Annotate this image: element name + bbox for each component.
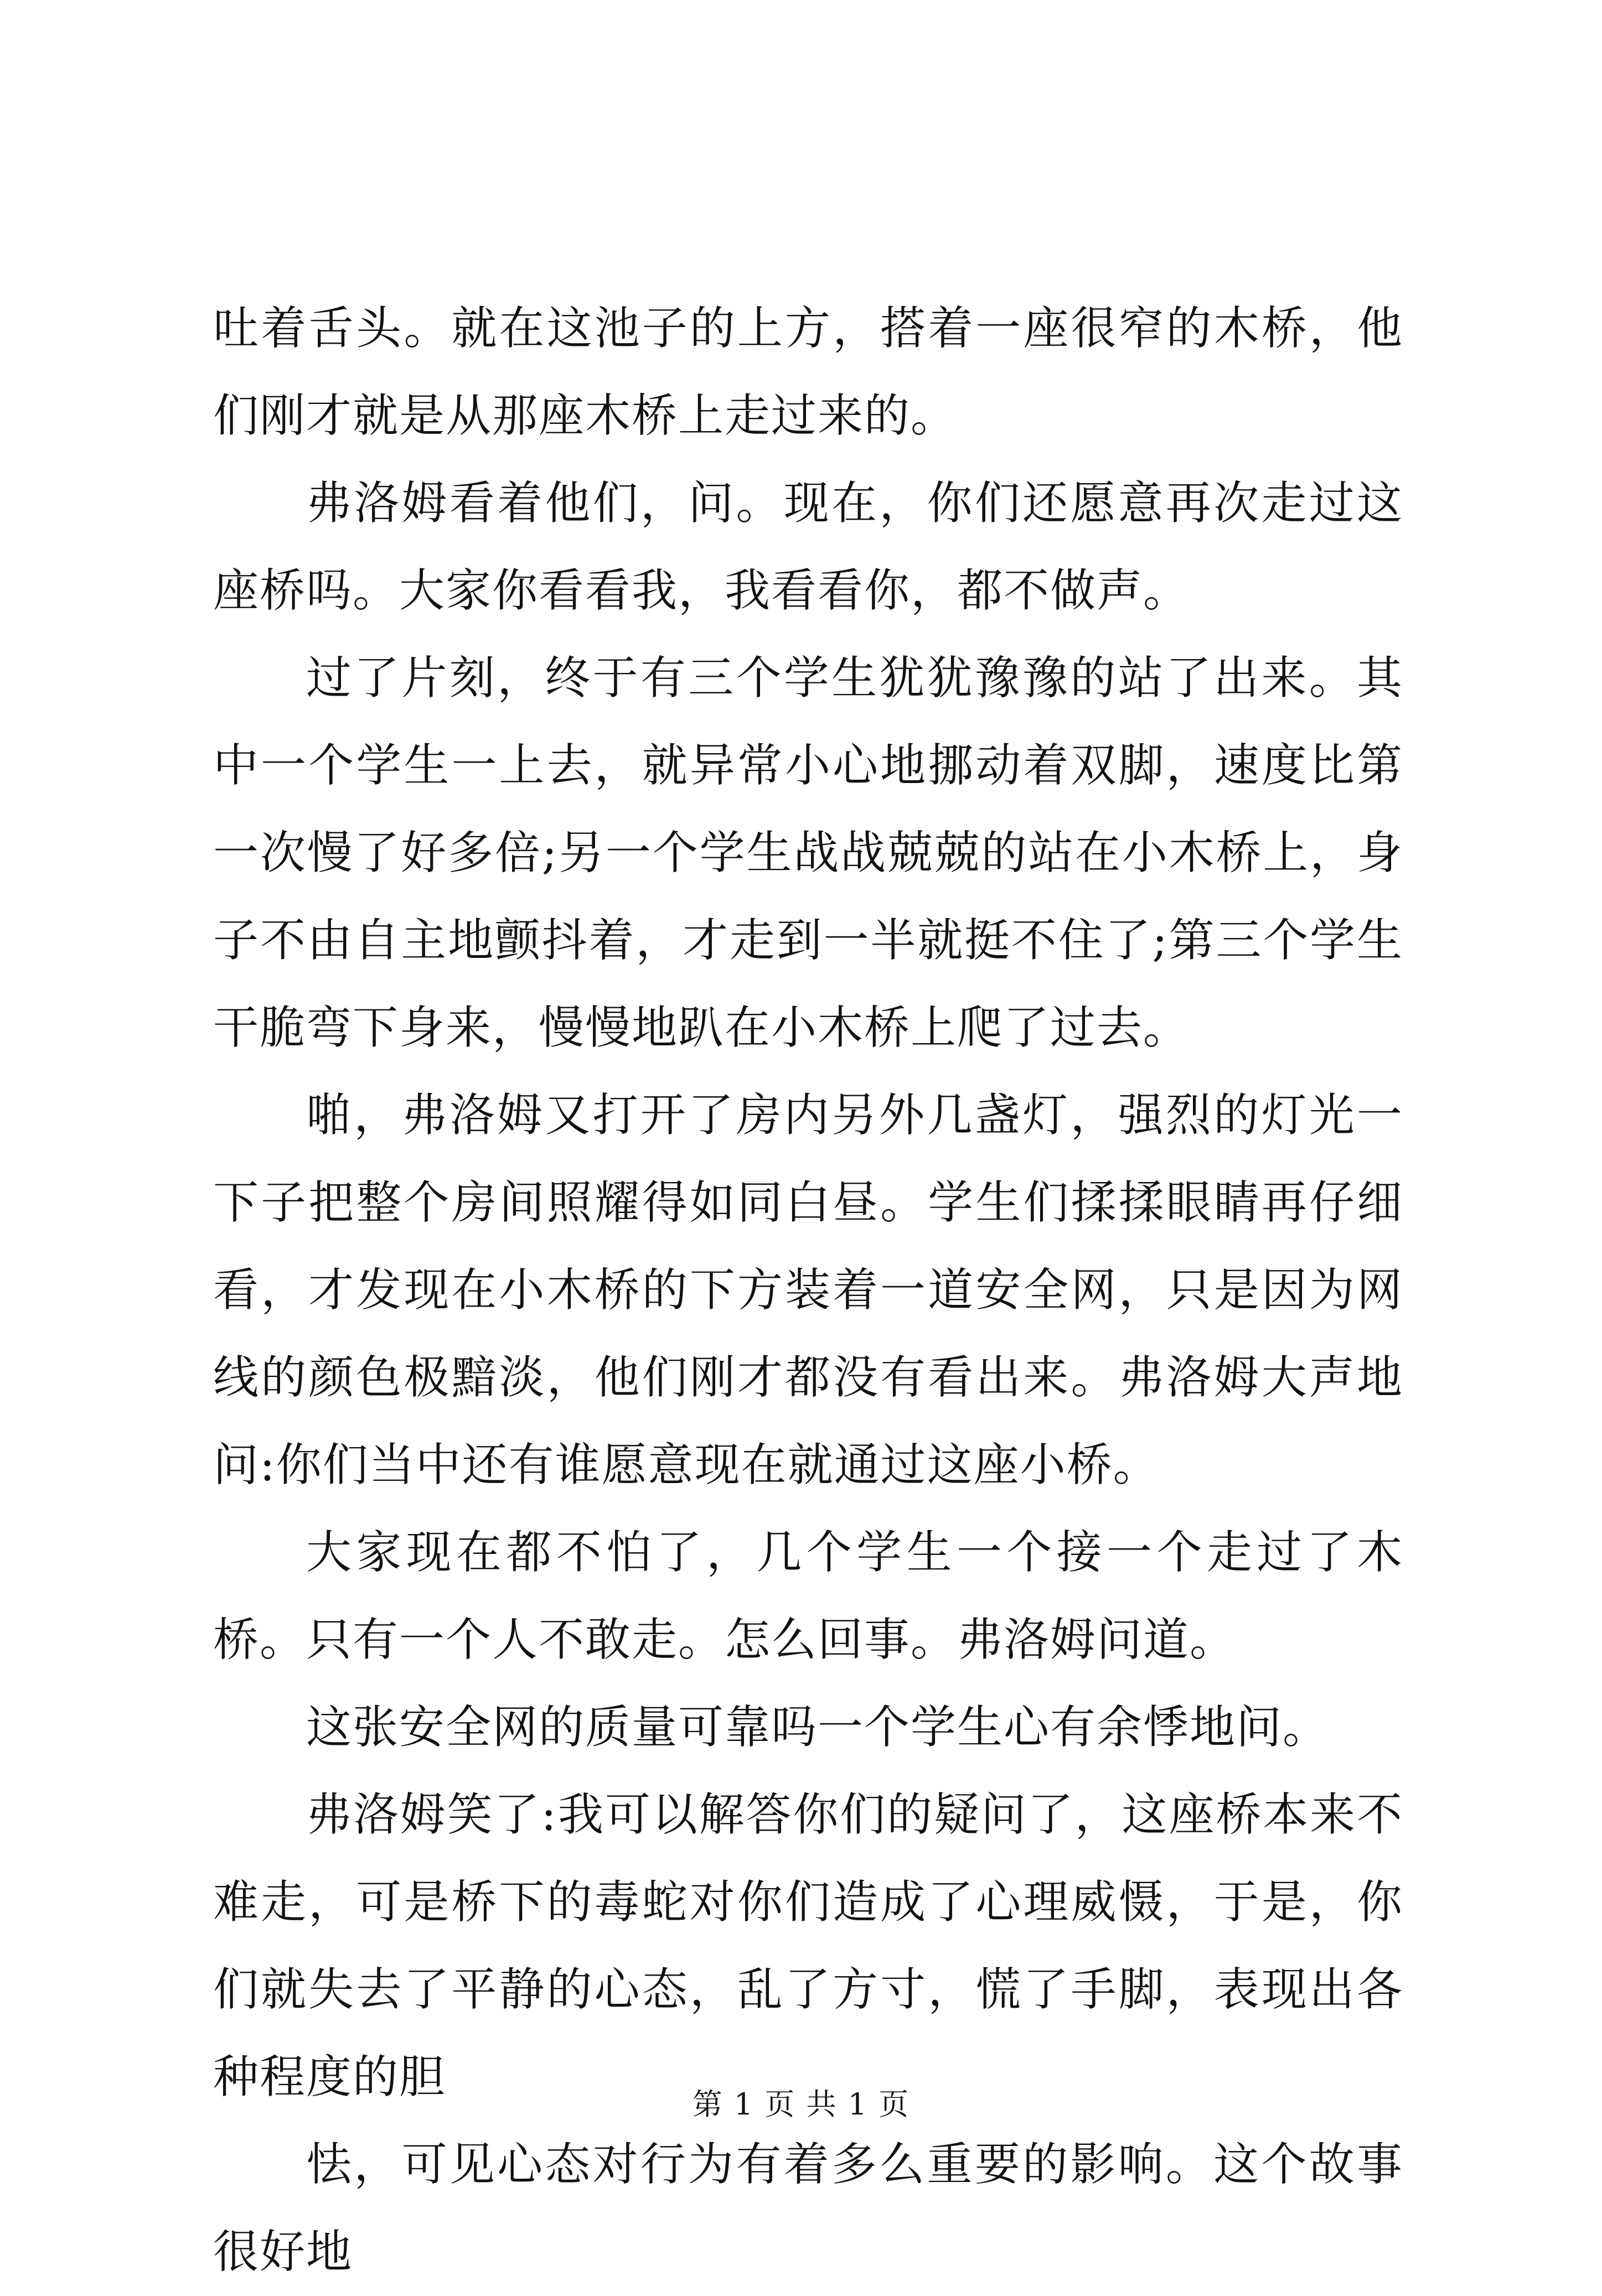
paragraph: 啪，弗洛姆又打开了房内另外几盏灯，强烈的灯光一下子把整个房间照耀得如同白昼。学生们揉揉眼睛再仔细看，才发现在小木桥的下方装着一道安全网，只是因为网线的颜色极黯淡，他们刚才都没有看出来。弗洛姆大声地问:你们当中还有谁愿意现在就通过这座小桥。 bbox=[213, 1089, 1403, 1491]
paragraph: 这张安全网的质量可靠吗一个学生心有余悸地问。 bbox=[306, 1701, 1330, 1754]
paragraph: 大家现在都不怕了，几个学生一个接一个走过了木桥。只有一个人不敢走。怎么回事。弗洛姆问道。 bbox=[213, 1526, 1403, 1666]
paragraph: 弗洛姆笑了:我可以解答你们的疑问了，这座桥本来不难走，可是桥下的毒蛇对你们造成了心理威慑，于是，你们就失去了平静的心态，乱了方寸，慌了手脚，表现出各种程度的胆 bbox=[213, 1789, 1403, 2103]
paragraph: 怯，可见心态对行为有着多么重要的影响。这个故事很好地 bbox=[213, 2138, 1403, 2278]
paragraph: 弗洛姆看着他们，问。现在，你们还愿意再次走过这座桥吗。大家你看看我，我看看你，都不做声。 bbox=[213, 477, 1403, 617]
document-body bbox=[213, 285, 1403, 2296]
page-number-footer: 第 1 页 共 1 页 bbox=[692, 2087, 910, 2122]
paragraph-continuation: 吐着舌头。就在这池子的上方，搭着一座很窄的木桥，他们刚才就是从那座木桥上走过来的。 bbox=[213, 302, 1403, 442]
paragraph: 过了片刻，终于有三个学生犹犹豫豫的站了出来。其中一个学生一上去，就异常小心地挪动着双脚，速度比第一次慢了好多倍;另一个学生战战兢兢的站在小木桥上，身子不由自主地颤抖着，才走到一半就挺不住了;第三个学生干脆弯下身来，慢慢地趴在小木桥上爬了过去。 bbox=[213, 652, 1403, 1054]
